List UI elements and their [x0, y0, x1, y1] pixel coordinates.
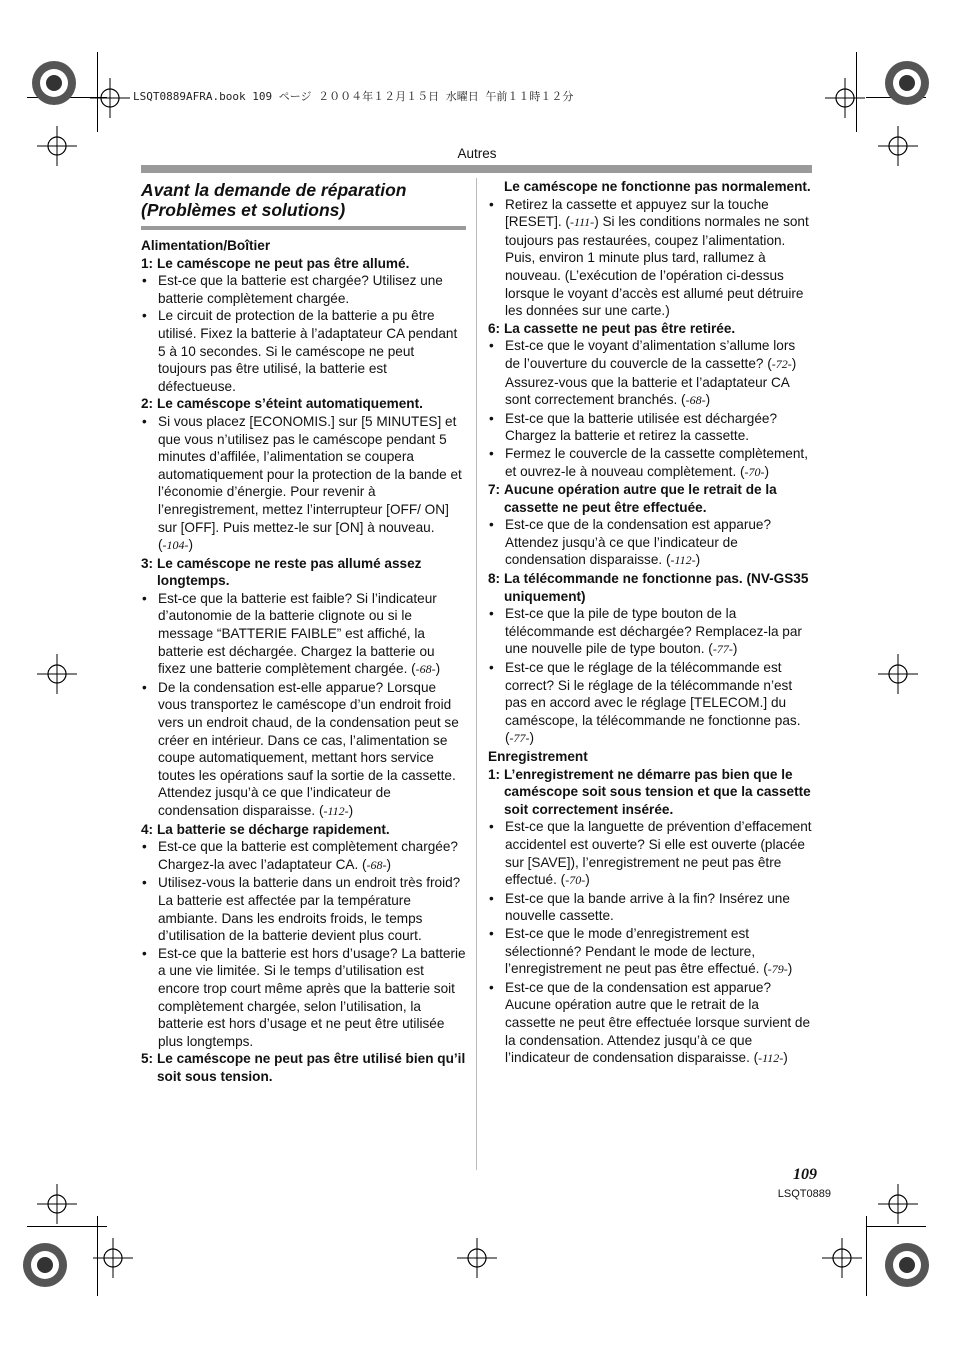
list-item — [488, 818, 812, 889]
bullet-icon: • — [142, 308, 147, 324]
title-line-1: Avant la demande de réparation — [141, 180, 407, 200]
page-number: 109 — [793, 1166, 817, 1183]
item-number: 1: — [141, 255, 154, 271]
group-heading: Enregistrement — [488, 749, 588, 764]
left-items — [141, 255, 466, 1086]
bullet-text: Retirez la cassette et appuyez sur la touche [RESET]. (-111-) Si les conditions normales ne sont toujours pas restaurées, coupez l’alimentation. Puis, environ 1 minute plus tard, rallumez à nouveau. (L’exécution de l’opération ci-dessus lorsque le voyant d’accès est allumé peut détruire les données sur une carte.) — [505, 196, 809, 319]
title-line-2: (Problèmes et solutions) — [141, 200, 346, 220]
bullet-icon: • — [489, 925, 494, 941]
crosshair-icon — [878, 1184, 918, 1224]
right-column — [488, 178, 812, 1068]
list-item — [488, 659, 812, 748]
list-item — [488, 196, 812, 320]
item-heading: Le caméscope ne fonctionne pas normalement. — [504, 179, 811, 194]
list-item — [141, 874, 466, 944]
bullet-icon: • — [489, 890, 494, 906]
list-item — [141, 679, 466, 821]
page-reference: -68- — [366, 857, 387, 872]
bullet-text: Est-ce que le mode d’enregistrement est sélectionné? Pendant le mode de lecture, l’enregistrement ne peut pas être effectué. (-79-) — [505, 925, 793, 977]
list-item — [141, 307, 466, 395]
list-item — [141, 413, 466, 555]
page-reference: -112- — [323, 804, 349, 818]
list-item — [488, 890, 812, 925]
item-number: 2: — [141, 396, 154, 412]
list-item — [488, 337, 812, 409]
bullet-text: Utilisez-vous la batterie dans un endroit très froid? La batterie est affectée par la température ambiante. Dans les endroits froids, le temps d’utilisation de la batterie devient plus court. — [158, 875, 461, 944]
left-column — [141, 178, 466, 1086]
crosshair-icon — [90, 78, 130, 118]
registration-mark-icon — [18, 1238, 72, 1292]
item-heading — [488, 320, 812, 338]
item-heading — [488, 481, 812, 516]
bullet-text: Est-ce que de la condensation est apparue? Aucune opération autre que le retrait de la cassette ne peut être effectuée lorsque survient de la condensation. Attendez jusqu’à ce que l’indicateur de condensation disparaisse. (-112-) — [505, 979, 811, 1066]
item-title: Le caméscope ne peut pas être utilisé bien qu’il soit sous tension. — [157, 1051, 466, 1084]
bullet-icon: • — [142, 945, 147, 961]
item-number: 5: — [141, 1051, 154, 1067]
crosshair-icon — [457, 1238, 497, 1278]
bullet-icon: • — [142, 590, 147, 606]
right-items-2 — [488, 766, 812, 1068]
bullet-icon: • — [489, 979, 494, 995]
page-reference: -68- — [415, 662, 436, 677]
page-reference: -68- — [685, 393, 706, 408]
page-title — [141, 180, 466, 230]
section-label: Autres — [457, 146, 497, 161]
item-heading — [141, 1050, 466, 1085]
right-cont-bullets — [488, 196, 812, 320]
crosshair-icon — [37, 654, 77, 694]
bullet-text: Si vous placez [ECONOMIS.] sur [5 MINUTES] et que vous n’utilisez pas le caméscope pendant 5 minutes d’affilée, l’alimentation se coupera automatiquement pour la protection de la bande et l’économie d’énergie. Pour revenir à l’enregistrement, mettez l’interrupteur [OFF/ ON] sur [OFF]. Puis mettez-le sur [ON] à nouveau. (-104-) — [158, 413, 462, 553]
bullet-icon: • — [489, 517, 494, 533]
bullet-text: Est-ce que la languette de prévention d’effacement accidentel est ouverte? Si elle est ouverte (placée sur [SAVE]), l’enregistrement ne peut pas être effectué. (-70-) — [505, 819, 812, 888]
list-item — [488, 925, 812, 979]
registration-mark-icon — [880, 56, 934, 110]
crop-mark — [866, 1226, 926, 1227]
item-number: 8: — [488, 571, 501, 587]
list-item — [488, 445, 812, 481]
item-title: Le caméscope s’éteint automatiquement. — [157, 396, 423, 412]
item-heading — [141, 821, 466, 839]
list-item — [488, 410, 812, 445]
page-reference: -112- — [758, 1051, 784, 1066]
bullet-text: Le circuit de protection de la batterie a pu être utilisé. Fixez la batterie à l’adaptateur CA pendant 5 à 10 secondes. Si le caméscope ne peut toujours pas être utilisé, la batterie est défectueuse. — [158, 308, 458, 394]
crop-mark — [866, 1216, 867, 1296]
crop-mark — [27, 1226, 107, 1227]
page-reference: -72- — [771, 356, 792, 371]
item-number: 7: — [488, 482, 501, 498]
crosshair-icon — [822, 1238, 862, 1278]
bullet-text: Est-ce que la batterie utilisée est déchargée? Chargez la batterie et retirez la cassette. — [505, 410, 778, 444]
bullet-text: Est-ce que la batterie est chargée? Utilisez une batterie complètement chargée. — [158, 273, 443, 306]
bullet-text: Est-ce que le voyant d’alimentation s’allume lors de l’ouverture du couvercle de la cassette? (-72-) Assurez-vous que la batterie et l’adaptateur CA sont correctement branchés. (-68-) — [505, 338, 797, 408]
item-title: L’enregistrement ne démarre pas bien que le caméscope soit sous tension et que la cassette soit correctement insérée. — [504, 766, 811, 817]
item-heading — [141, 555, 466, 590]
bullet-text: Est-ce que la batterie est faible? Si l’indicateur d’autonomie de la batterie clignote ou si le message “BATTERIE FAIBLE” est affiché, la batterie est déchargée. Chargez la batterie ou fixez une batterie complètement chargée. (-68-) — [158, 590, 441, 677]
bullet-icon: • — [489, 606, 494, 622]
item-title: Le caméscope ne peut pas être allumé. — [157, 255, 410, 271]
item-heading — [141, 255, 466, 273]
bullet-text: Fermez le couvercle de la cassette complètement, et ouvrez-le à nouveau complètement. (-70-) — [505, 445, 808, 479]
page-reference: -77- — [509, 731, 530, 746]
bullet-icon: • — [489, 410, 494, 426]
bullet-icon: • — [142, 273, 147, 289]
bullet-text: Est-ce que la batterie est hors d’usage? La batterie a une vie limitée. Si le temps d’utilisation est encore trop court même après que la batterie soit complètement chargée, selon l’utilisation, la batterie est hors d’usage et ne peut être utilisée plus longtemps. — [158, 945, 466, 1049]
item-title: La batterie se décharge rapidement. — [157, 821, 390, 837]
item-title: Le caméscope ne reste pas allumé assez longtemps. — [157, 555, 422, 589]
bullet-icon: • — [489, 660, 494, 676]
page-reference: -111- — [569, 215, 595, 230]
bullet-icon: • — [142, 875, 147, 891]
page-reference: -77- — [712, 642, 733, 657]
page-reference: -70- — [744, 464, 765, 479]
bullet-icon: • — [489, 445, 494, 461]
bullet-icon: • — [489, 338, 494, 354]
bullet-text: Est-ce que la batterie est complètement chargée? Chargez-la avec l’adaptateur CA. (-68-) — [158, 839, 458, 872]
item-number: 3: — [141, 555, 154, 571]
list-item — [141, 945, 466, 1051]
crosshair-icon — [37, 1184, 77, 1224]
bullet-icon: • — [142, 839, 147, 855]
list-item — [488, 979, 812, 1068]
item-number: 4: — [141, 821, 154, 837]
list-item — [141, 272, 466, 307]
list-item — [141, 590, 466, 679]
page-reference: -79- — [767, 962, 788, 977]
item-heading — [488, 766, 812, 819]
item-heading — [488, 570, 812, 605]
header-rule — [141, 165, 812, 173]
item-number: 1: — [488, 766, 501, 782]
bullet-icon: • — [142, 679, 147, 695]
bullet-text: Est-ce que le réglage de la télécommande est correct? Si le réglage de la télécommande n’est pas en accord avec le réglage [TELECOM.] du caméscope, la télécommande ne fonctionne pas. (-77-) — [505, 660, 801, 746]
registration-mark-icon — [27, 56, 81, 110]
list-item — [488, 605, 812, 659]
print-header: LSQT0889AFRA.book 109 ページ ２００４年１２月１５日 水曜日 午前１１時１２分 — [133, 90, 574, 103]
item-heading — [141, 395, 466, 413]
bullet-icon: • — [489, 196, 494, 212]
bullet-icon: • — [489, 819, 494, 835]
document-code: LSQT0889 — [777, 1188, 831, 1200]
bullet-text: Est-ce que de la condensation est apparue? Attendez jusqu’à ce que l’indicateur de condensation disparaisse. (-112-) — [505, 517, 772, 568]
registration-mark-icon — [880, 1238, 934, 1292]
crosshair-icon — [93, 1238, 133, 1278]
bullet-text: Est-ce que la bande arrive à la fin? Insérez une nouvelle cassette. — [505, 890, 790, 924]
page-reference: -70- — [565, 873, 586, 888]
list-item — [141, 838, 466, 874]
item-title: Aucune opération autre que le retrait de la cassette ne peut être effectuée. — [504, 482, 777, 515]
crosshair-icon — [878, 654, 918, 694]
item-title: La télécommande ne fonctionne pas. (NV-GS35 uniquement) — [504, 571, 809, 604]
item-number: 6: — [488, 320, 501, 336]
list-item — [488, 516, 812, 570]
bullet-text: Est-ce que la pile de type bouton de la télécommande est déchargée? Remplacez-la par une nouvelle pile de type bouton. (-77-) — [505, 606, 802, 657]
page-reference: -112- — [670, 553, 696, 568]
bullet-text: De la condensation est-elle apparue? Lorsque vous transportez le caméscope d’un endroit froid vers un endroit chaud, de la condensation peut se créer en intérieur. Dans ce cas, l’alimentation se coupe automatiquement, mettant hors service toutes les opérations sauf la sortie de la cassette. Attendez jusqu’à ce que l’indicateur de condensation disparaisse. (-112-) — [158, 679, 459, 818]
column-divider — [476, 178, 477, 1170]
crosshair-icon — [825, 78, 865, 118]
bullet-icon: • — [142, 413, 147, 429]
item-title: La cassette ne peut pas être retirée. — [504, 320, 736, 336]
page-reference: -104- — [162, 538, 189, 553]
right-items — [488, 320, 812, 748]
group-heading: Alimentation/Boîtier — [141, 238, 271, 253]
